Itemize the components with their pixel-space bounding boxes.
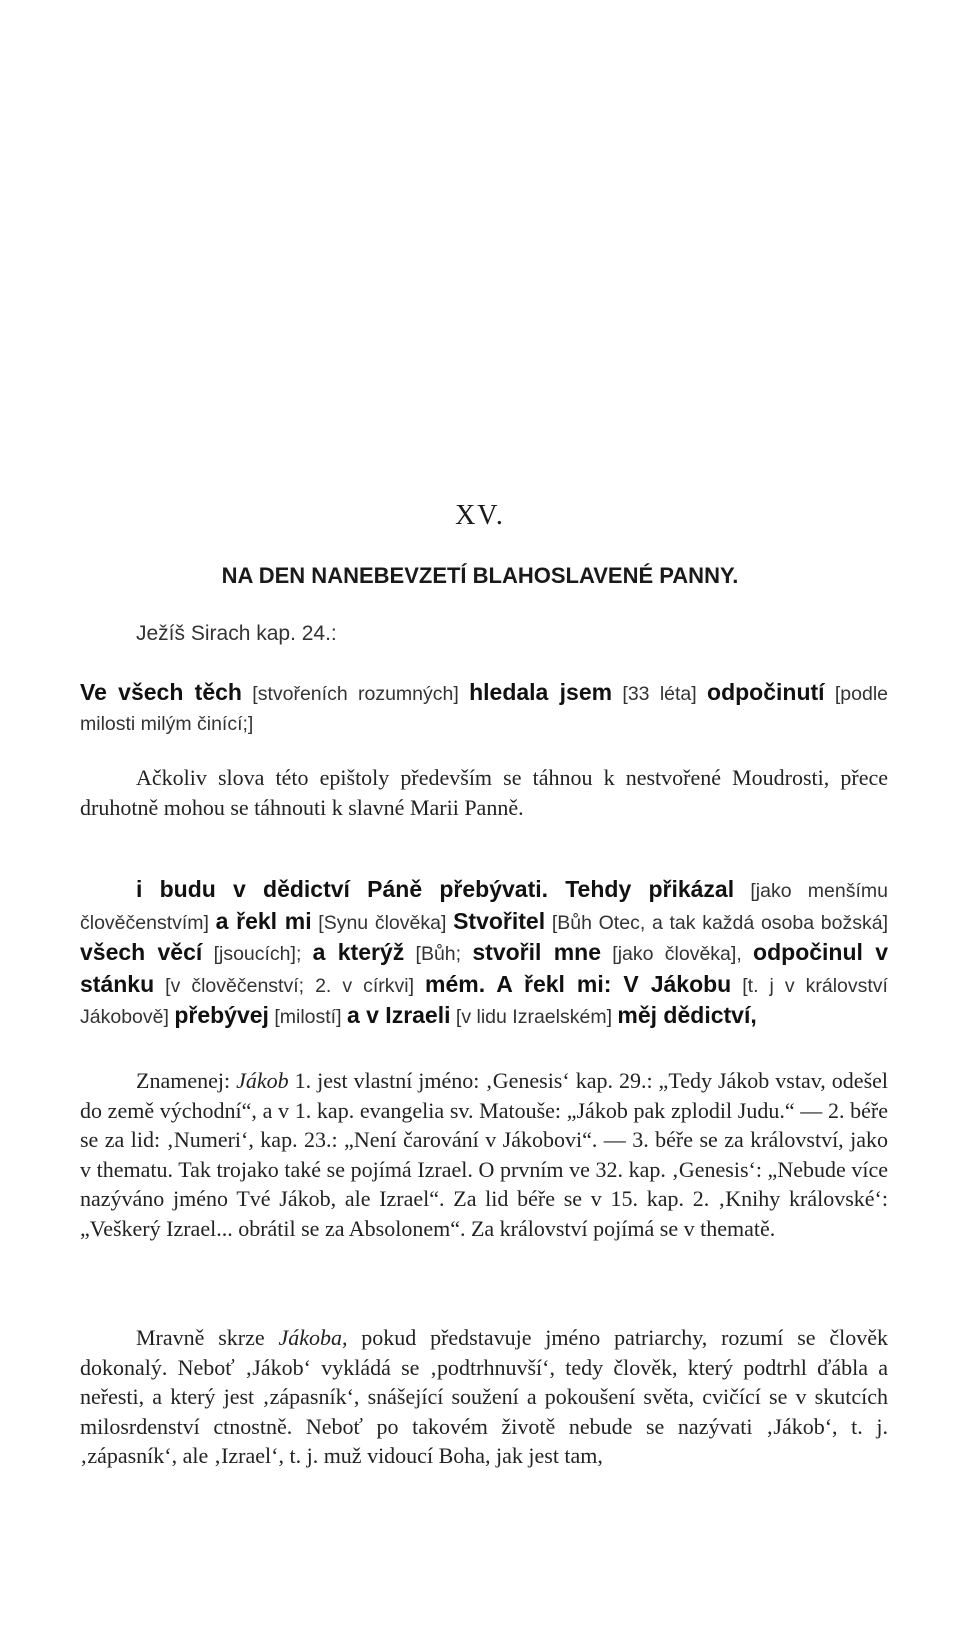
- ibudu-gloss-8: [t. j v království Jákobově]: [80, 974, 888, 1028]
- ibudu-gloss-3: [Bůh Otec, a tak každá osoba božská]: [545, 911, 888, 934]
- ibudu-bold-7: odpočinul v stánku: [80, 939, 888, 997]
- mravne-italic: Jákoba,: [278, 1325, 348, 1350]
- verse-bold-2: hledala jsem: [469, 679, 613, 705]
- theme-verse: [80, 678, 888, 739]
- ibudu-bold-10: a v Izraeli: [346, 1002, 451, 1028]
- ibudu-gloss-7: [v člověčenství; 2. v církvi]: [154, 974, 426, 997]
- chapter-number: XV.: [455, 500, 505, 531]
- ibudu-bold-4: všech věcí: [80, 939, 203, 965]
- chapter-heading: NA DEN NANEBEVZETÍ BLAHOSLAVENÉ PANNY.: [221, 563, 739, 588]
- verse-gloss-1: [stvořeních rozumných]: [241, 683, 470, 705]
- ibudu-bold-6: stvořil mne: [472, 939, 601, 965]
- ibudu-gloss-9: [milostí]: [268, 1006, 347, 1028]
- mravne-lead: Mravně skrze: [136, 1325, 279, 1350]
- verse-bold-1: Ve všech těch: [80, 679, 242, 705]
- ibudu-bold-2: a řekl mi: [215, 907, 312, 934]
- ibudu-gloss-1: [jako menšímu člověčenstvím]: [80, 880, 888, 934]
- ibudu-bold-1: i budu v dědictví Páně přebývati. Tehdy přikázal: [136, 876, 735, 902]
- verse-gloss-3: [podle milosti milým činící;]: [80, 683, 888, 735]
- paragraph-mravne: [80, 1323, 888, 1471]
- ibudu-bold-8: mém. A řekl mi: V Jákobu: [425, 970, 732, 997]
- ibudu-gloss-6: [jako člověka],: [600, 943, 754, 965]
- verse-bold-3: odpočinutí: [707, 679, 825, 705]
- ibudu-gloss-5: [Bůh;: [404, 943, 473, 965]
- ibudu-gloss-10: [v lidu Izraelském]: [450, 1006, 618, 1028]
- ibudu-bold-5: a kterýž: [312, 939, 405, 965]
- ibudu-bold-3: Stvořitel: [453, 907, 546, 934]
- znamenej-body: 1. jest vlastní jméno: ‚Genesis‘ kap. 29.: „Tedy Jákob vstav, odešel do země východní“, a v 1. kap. evangelia sv. Matouše: „Jákob pak zplodil Judu.“ — 2. béře se za lid: ‚Numeri‘, kap. 23.: „Není čarování v Jákobovi“. — 3. béře se za království, jako v thematu. Tak trojako také se pojímá Izrael. O prvním ve 32. kap. ‚Genesis‘: „Nebude více nazýváno jméno Tvé Jákob, ale Izrael“. Za lid béře se v 15. kap. 2. ‚Knihy královské‘: „Veškerý Izrael... obrátil se za Absolonem“. Za království pojímá se v thematě.: [80, 1068, 889, 1241]
- paragraph-znamenej: [80, 1066, 888, 1243]
- znamenej-lead: Znamenej:: [136, 1068, 237, 1093]
- mravne-body: pokud představuje jméno patriarchy, rozumí se člověk dokonalý. Neboť ‚Jákob‘ vykládá se ‚podtrhnuvší‘, tedy člověk, který podtrhl ďábla a neřesti, a který jest ‚zápasník‘, snášející soužení a pokoušení světa, cvičící se v skutcích milosrdenství ctnostně. Neboť po takovém životě nebude se nazývati ‚Jákob‘, t. j. ‚zápasník‘, ale ‚Izrael‘, t. j. muž vidoucí Boha, jak jest tam,: [80, 1325, 888, 1468]
- ibudu-gloss-4: [jsoucích];: [202, 943, 313, 965]
- verse-gloss-2: [33 léta]: [612, 683, 708, 705]
- paragraph-ackoliv: Ačkoliv slova této epištoly především se táhnou k nestvořené Moudrosti, přece druhotně mohou se táhnouti k slavné Marii Panně.: [80, 765, 888, 820]
- ibudu-bold-11: měj dědictví,: [617, 1002, 757, 1028]
- paragraph-verse-continued: [80, 875, 888, 1033]
- scripture-reference: Ježíš Sirach kap. 24.:: [136, 622, 337, 645]
- znamenej-italic: Jákob: [236, 1068, 289, 1093]
- ibudu-gloss-2: [Synu člověka]: [311, 911, 454, 934]
- ibudu-bold-9: přebývej: [174, 1002, 269, 1028]
